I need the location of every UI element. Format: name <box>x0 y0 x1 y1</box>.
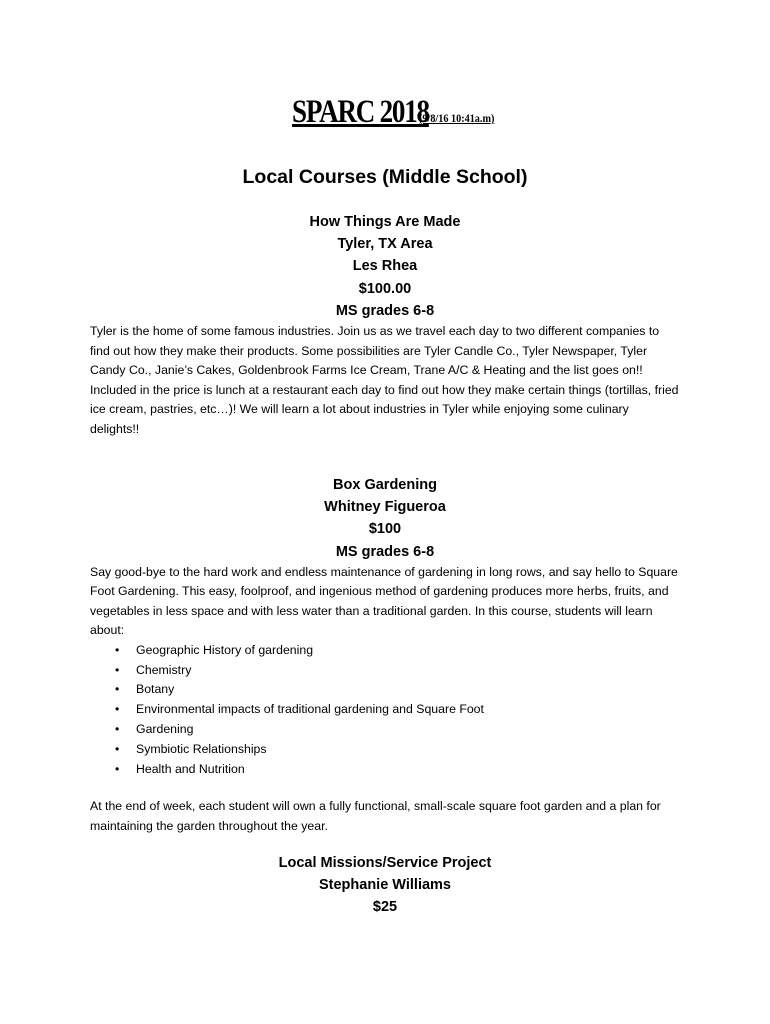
list-item <box>90 680 770 700</box>
course-name: Box Gardening <box>333 477 437 493</box>
list-item <box>90 740 770 760</box>
course-local-missions <box>0 852 770 919</box>
bullet-icon: • <box>115 702 120 717</box>
topic-label: Health and Nutrition <box>136 761 245 776</box>
course-closing: At the end of week, each student will own a fully functional, small-scale square foot garden and a plan for maintaining the garden throughout the year. <box>90 799 661 833</box>
list-item <box>90 760 770 780</box>
document-title: SPARC 2018 <box>292 94 429 130</box>
topic-label: Gardening <box>136 722 194 736</box>
list-item <box>90 700 770 720</box>
list-item <box>90 641 770 661</box>
topic-label: Botany <box>136 682 175 697</box>
course-box-gardening <box>0 474 770 836</box>
topic-label: Geographic History of gardening <box>136 642 314 657</box>
course-description: Tyler is the home of some famous industries. Join us as we travel each day to two different companies to find out how they make their products. Some possibilities are Tyler Candle Co., Tyler Newspaper, Tyler Candy Co., Janie’s Cakes, Goldenbrook Farms Ice Cream, Trane A/C & Heating and the list goes on!! Included in the price is lunch at a restaurant each day to find out how they make certain things (tortillas, fried ice cream, pastries, etc…)! We will learn a lot about industries in Tyler while enjoying some culinary delights!! <box>90 324 679 436</box>
bullet-icon: • <box>115 662 120 677</box>
course-instructor: Les Rhea <box>352 258 418 275</box>
course-location: Tyler, TX Area <box>337 236 433 253</box>
bullet-icon: • <box>115 761 120 776</box>
topic-label: Symbiotic Relationships <box>136 741 267 756</box>
course-grades: MS grades 6-8 <box>335 302 435 319</box>
course-grades: MS grades 6-8 <box>335 543 435 560</box>
bullet-icon: • <box>115 722 120 736</box>
bullet-icon: • <box>115 741 120 756</box>
bullet-icon: • <box>115 682 120 697</box>
section-heading: Local Courses (Middle School) <box>242 166 528 188</box>
course-name: Local Missions/Service Project <box>278 855 492 871</box>
course-description: Say good-bye to the hard work and endless maintenance of gardening in long rows, and say hello to Square Foot Gardening. This easy, foolproof, and ingenious method of gardening produces more herbs, fruits, and vegetables in less space and with less water than a traditional garden. In this course, students will learn about: <box>90 564 678 638</box>
course-price: $100 <box>368 521 402 538</box>
document-title-line <box>0 94 770 131</box>
course-price: $100.00 <box>358 280 412 297</box>
list-item <box>90 720 770 740</box>
topic-list <box>0 641 770 780</box>
document-timestamp: (9/8/16 10:41a.m) <box>419 111 495 125</box>
bullet-icon: • <box>115 642 120 657</box>
course-how-things-are-made <box>0 211 770 439</box>
topic-label: Chemistry <box>136 662 192 677</box>
course-instructor: Whitney Figueroa <box>324 499 446 516</box>
course-name: How Things Are Made <box>309 214 461 230</box>
course-instructor: Stephanie Williams <box>318 877 451 894</box>
list-item <box>90 661 770 681</box>
topic-label: Environmental impacts of traditional gardening and Square Foot <box>136 702 484 717</box>
course-price: $25 <box>372 899 398 916</box>
